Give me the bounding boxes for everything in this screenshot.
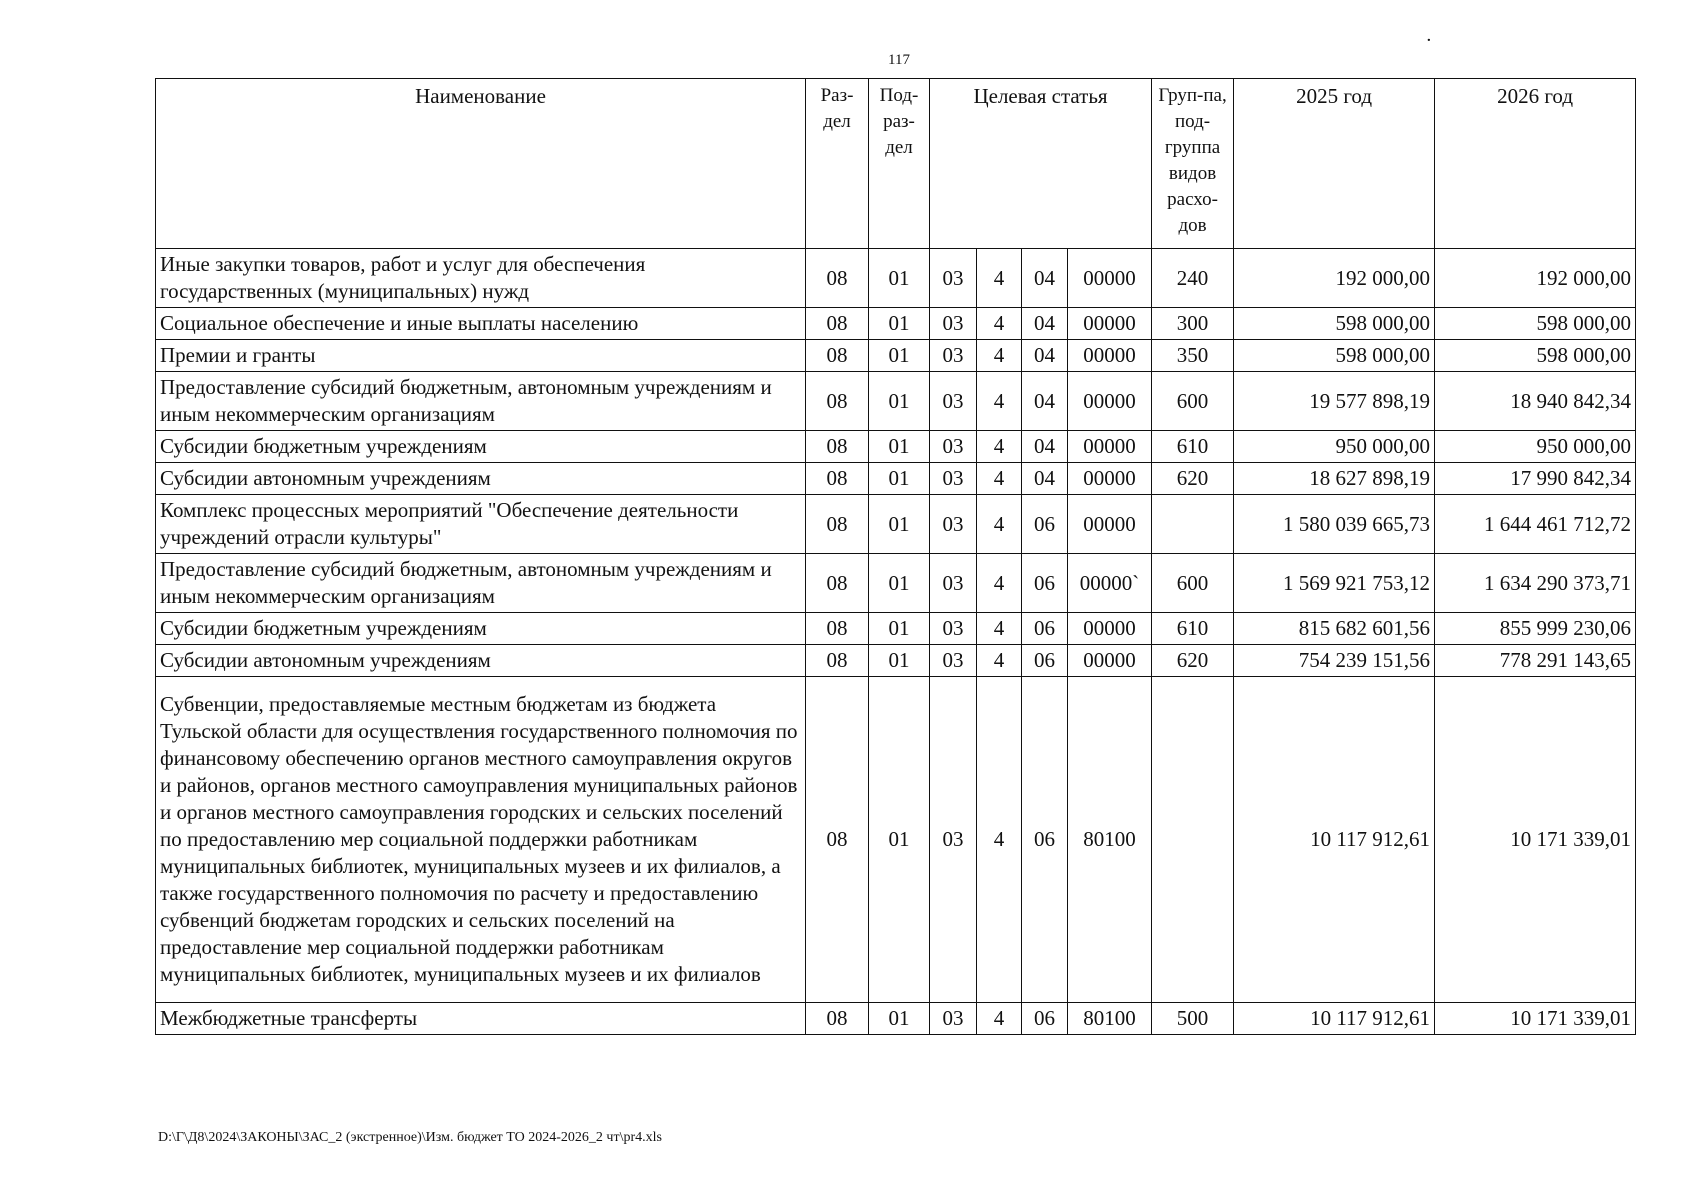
row-amount-2025: 598 000,00	[1234, 308, 1435, 340]
row-target-4: 00000	[1068, 249, 1152, 308]
row-podrazdel: 01	[869, 340, 930, 372]
row-name: Комплекс процессных мероприятий "Обеспечение деятельности учреждений отрасли культуры"	[156, 495, 806, 554]
row-target-2: 4	[977, 340, 1022, 372]
row-target-1: 03	[930, 1003, 977, 1035]
row-podrazdel: 01	[869, 463, 930, 495]
row-target-1: 03	[930, 431, 977, 463]
row-amount-2026: 18 940 842,34	[1435, 372, 1636, 431]
row-razdel: 08	[806, 340, 869, 372]
row-razdel: 08	[806, 677, 869, 1003]
row-target-2: 4	[977, 554, 1022, 613]
row-target-3: 06	[1022, 645, 1068, 677]
table-row	[156, 677, 1636, 1003]
row-amount-2026: 10 171 339,01	[1435, 1003, 1636, 1035]
row-target-2: 4	[977, 249, 1022, 308]
row-target-3: 06	[1022, 554, 1068, 613]
table-header-row	[156, 79, 1636, 249]
table-row	[156, 645, 1636, 677]
header-target: Целевая статья	[930, 79, 1152, 249]
row-podrazdel: 01	[869, 308, 930, 340]
scan-dot: ·	[1426, 30, 1432, 51]
row-target-2: 4	[977, 1003, 1022, 1035]
row-group	[1152, 677, 1234, 1003]
row-target-2: 4	[977, 495, 1022, 554]
row-target-1: 03	[930, 495, 977, 554]
row-target-2: 4	[977, 677, 1022, 1003]
row-target-1: 03	[930, 645, 977, 677]
table-body	[156, 249, 1636, 1035]
row-name: Субсидии бюджетным учреждениям	[156, 613, 806, 645]
row-podrazdel: 01	[869, 372, 930, 431]
row-group: 240	[1152, 249, 1234, 308]
row-amount-2025: 598 000,00	[1234, 340, 1435, 372]
row-target-3: 04	[1022, 463, 1068, 495]
table-row	[156, 613, 1636, 645]
row-target-2: 4	[977, 613, 1022, 645]
row-target-1: 03	[930, 613, 977, 645]
row-name: Иные закупки товаров, работ и услуг для обеспечения государственных (муниципальных) нужд	[156, 249, 806, 308]
header-podrazdel: Под-раз-дел	[869, 79, 930, 249]
row-podrazdel: 01	[869, 495, 930, 554]
row-target-2: 4	[977, 645, 1022, 677]
header-group: Груп-па, под-группа видов расхо-дов	[1152, 79, 1234, 249]
row-podrazdel: 01	[869, 554, 930, 613]
header-year-2025: 2025 год	[1234, 79, 1435, 249]
row-target-4: 00000	[1068, 340, 1152, 372]
row-target-3: 04	[1022, 308, 1068, 340]
table-row	[156, 495, 1636, 554]
row-target-2: 4	[977, 431, 1022, 463]
table-row	[156, 249, 1636, 308]
row-target-2: 4	[977, 463, 1022, 495]
row-podrazdel: 01	[869, 431, 930, 463]
row-group: 620	[1152, 463, 1234, 495]
row-amount-2025: 754 239 151,56	[1234, 645, 1435, 677]
row-amount-2025: 10 117 912,61	[1234, 1003, 1435, 1035]
row-name: Межбюджетные трансферты	[156, 1003, 806, 1035]
row-group: 600	[1152, 372, 1234, 431]
row-amount-2025: 1 569 921 753,12	[1234, 554, 1435, 613]
row-razdel: 08	[806, 645, 869, 677]
row-podrazdel: 01	[869, 1003, 930, 1035]
row-target-2: 4	[977, 372, 1022, 431]
row-target-3: 06	[1022, 1003, 1068, 1035]
row-razdel: 08	[806, 372, 869, 431]
table-row	[156, 554, 1636, 613]
row-group	[1152, 495, 1234, 554]
header-year-2026: 2026 год	[1435, 79, 1636, 249]
row-target-4: 00000	[1068, 308, 1152, 340]
row-target-1: 03	[930, 249, 977, 308]
row-amount-2025: 950 000,00	[1234, 431, 1435, 463]
row-amount-2025: 1 580 039 665,73	[1234, 495, 1435, 554]
row-target-4: 00000`	[1068, 554, 1152, 613]
row-target-4: 00000	[1068, 463, 1152, 495]
row-target-4: 00000	[1068, 495, 1152, 554]
row-razdel: 08	[806, 463, 869, 495]
row-target-3: 06	[1022, 613, 1068, 645]
row-target-4: 00000	[1068, 431, 1152, 463]
row-razdel: 08	[806, 1003, 869, 1035]
row-target-1: 03	[930, 677, 977, 1003]
row-amount-2026: 598 000,00	[1435, 308, 1636, 340]
row-target-4: 00000	[1068, 613, 1152, 645]
row-name: Социальное обеспечение и иные выплаты населению	[156, 308, 806, 340]
row-group: 610	[1152, 613, 1234, 645]
row-group: 600	[1152, 554, 1234, 613]
row-name: Предоставление субсидий бюджетным, автономным учреждениям и иным некоммерческим организациям	[156, 372, 806, 431]
row-target-4: 00000	[1068, 645, 1152, 677]
table-row	[156, 308, 1636, 340]
header-razdel: Раз-дел	[806, 79, 869, 249]
row-podrazdel: 01	[869, 613, 930, 645]
row-target-1: 03	[930, 340, 977, 372]
row-razdel: 08	[806, 554, 869, 613]
row-group: 610	[1152, 431, 1234, 463]
table-row	[156, 1003, 1636, 1035]
row-target-4: 80100	[1068, 677, 1152, 1003]
row-amount-2026: 10 171 339,01	[1435, 677, 1636, 1003]
row-razdel: 08	[806, 308, 869, 340]
row-razdel: 08	[806, 249, 869, 308]
row-amount-2026: 192 000,00	[1435, 249, 1636, 308]
row-target-1: 03	[930, 308, 977, 340]
row-target-2: 4	[977, 308, 1022, 340]
row-podrazdel: 01	[869, 677, 930, 1003]
row-target-3: 04	[1022, 431, 1068, 463]
row-podrazdel: 01	[869, 645, 930, 677]
row-target-3: 04	[1022, 372, 1068, 431]
file-path-footer: D:\Г\Д8\2024\ЗАКОНЫ\ЗАС_2 (экстренное)\Изм. бюджет ТО 2024-2026_2 чт\pr4.xls	[158, 1130, 662, 1145]
row-target-3: 04	[1022, 340, 1068, 372]
row-amount-2026: 855 999 230,06	[1435, 613, 1636, 645]
table-row	[156, 340, 1636, 372]
header-name: Наименование	[156, 79, 806, 249]
table-row	[156, 463, 1636, 495]
row-target-1: 03	[930, 554, 977, 613]
row-name: Субсидии автономным учреждениям	[156, 463, 806, 495]
budget-table	[155, 78, 1636, 1035]
row-group: 500	[1152, 1003, 1234, 1035]
row-razdel: 08	[806, 431, 869, 463]
row-amount-2026: 17 990 842,34	[1435, 463, 1636, 495]
table-row	[156, 431, 1636, 463]
row-name: Субсидии бюджетным учреждениям	[156, 431, 806, 463]
row-target-3: 04	[1022, 249, 1068, 308]
row-name: Предоставление субсидий бюджетным, автономным учреждениям и иным некоммерческим организациям	[156, 554, 806, 613]
row-group: 350	[1152, 340, 1234, 372]
row-target-1: 03	[930, 372, 977, 431]
row-group: 620	[1152, 645, 1234, 677]
row-razdel: 08	[806, 495, 869, 554]
row-target-4: 80100	[1068, 1003, 1152, 1035]
row-amount-2025: 192 000,00	[1234, 249, 1435, 308]
row-name: Субсидии автономным учреждениям	[156, 645, 806, 677]
row-amount-2026: 598 000,00	[1435, 340, 1636, 372]
row-amount-2026: 778 291 143,65	[1435, 645, 1636, 677]
row-amount-2025: 19 577 898,19	[1234, 372, 1435, 431]
row-amount-2026: 1 634 290 373,71	[1435, 554, 1636, 613]
row-name: Премии и гранты	[156, 340, 806, 372]
row-razdel: 08	[806, 613, 869, 645]
row-amount-2026: 1 644 461 712,72	[1435, 495, 1636, 554]
row-name: Субвенции, предоставляемые местным бюджетам из бюджета Тульской области для осуществления государственного полномочия по финансовому обеспечению органов местного самоуправления округов и районов, органов местного самоуправления муниципальных районов и органов местного самоуправления городских и сельских поселений по предоставлению мер социальной поддержки работникам муниципальных библиотек, муниципальных музеев и их филиалов, а также государственного полномочия по расчету и предоставлению субвенций бюджетам городских и сельских поселений на предоставление мер социальной поддержки работникам муниципальных библиотек, муниципальных музеев и их филиалов	[156, 677, 806, 1003]
row-podrazdel: 01	[869, 249, 930, 308]
row-amount-2025: 18 627 898,19	[1234, 463, 1435, 495]
row-target-4: 00000	[1068, 372, 1152, 431]
row-target-3: 06	[1022, 677, 1068, 1003]
row-amount-2026: 950 000,00	[1435, 431, 1636, 463]
row-target-1: 03	[930, 463, 977, 495]
row-amount-2025: 10 117 912,61	[1234, 677, 1435, 1003]
row-target-3: 06	[1022, 495, 1068, 554]
row-amount-2025: 815 682 601,56	[1234, 613, 1435, 645]
page-number: 117	[888, 52, 910, 68]
table-row	[156, 372, 1636, 431]
row-group: 300	[1152, 308, 1234, 340]
